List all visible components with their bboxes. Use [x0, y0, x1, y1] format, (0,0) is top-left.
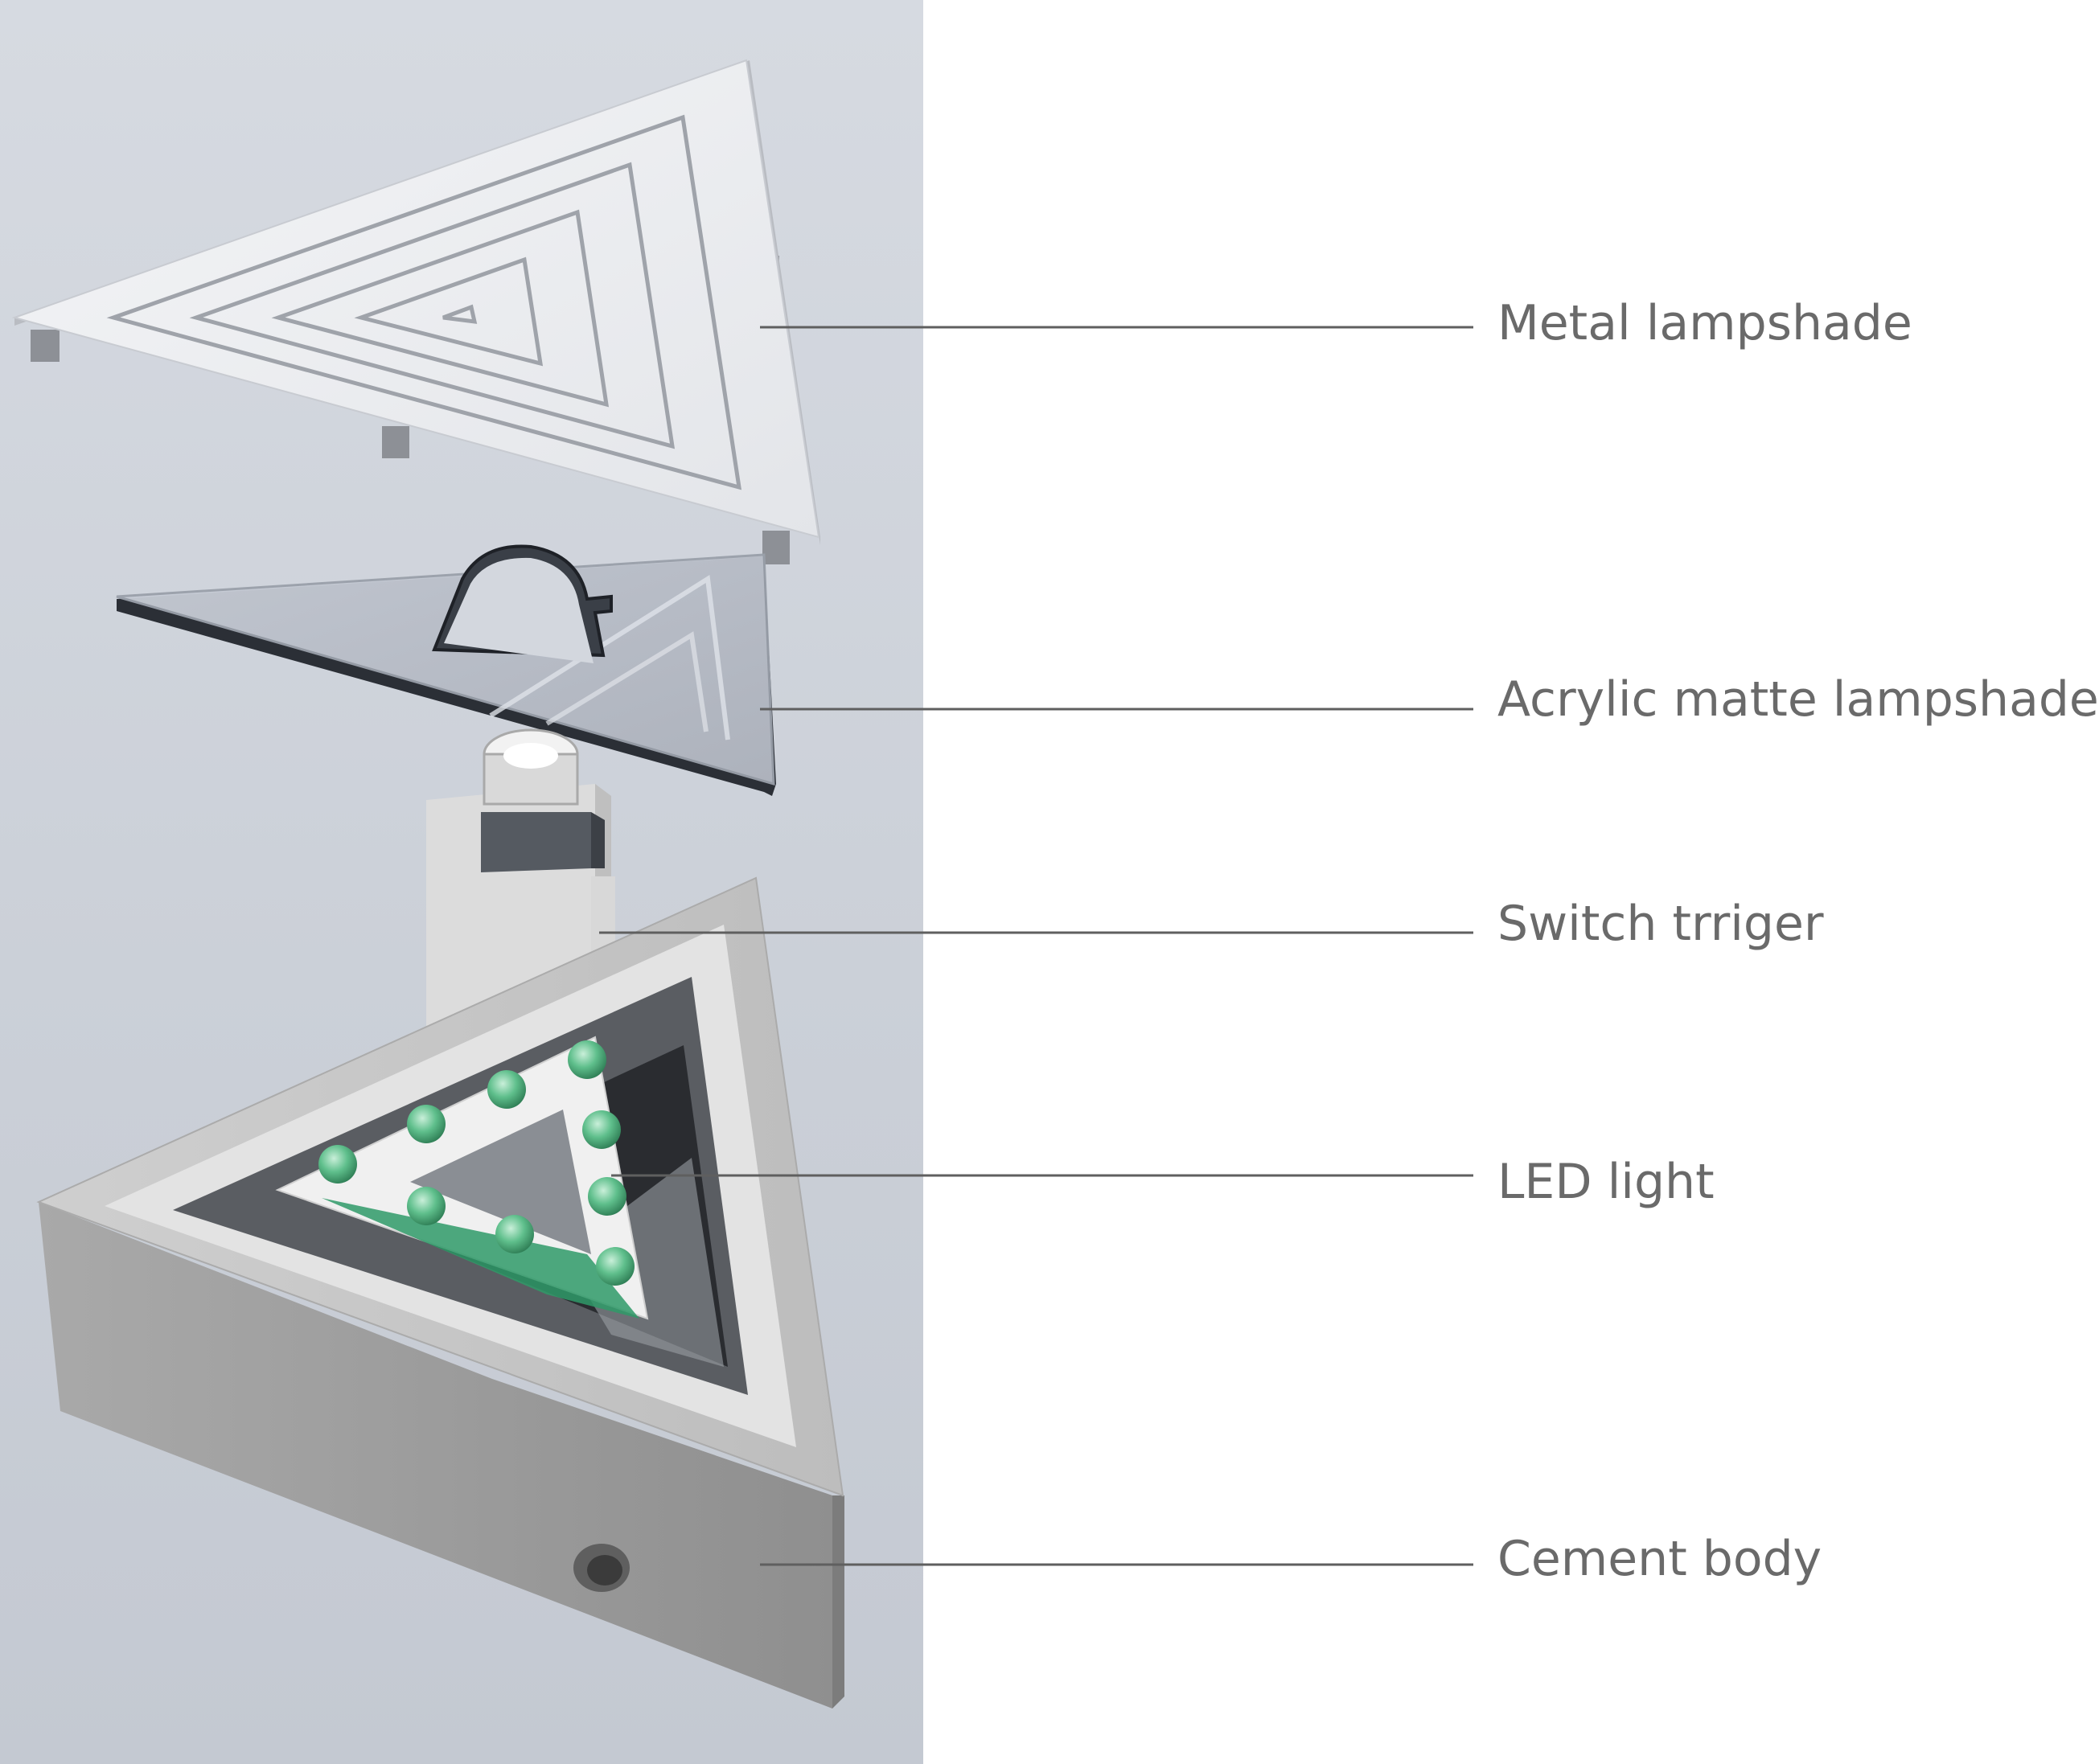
lampshade-tab: [31, 330, 60, 362]
switch-sensor-lens: [503, 743, 558, 769]
label-acrylic-matte-lampshade: Acrylic matte lampshade: [1497, 671, 2099, 728]
label-led-light: LED light: [1497, 1154, 1715, 1210]
switch-module: [481, 812, 591, 872]
label-switch-trigger: Switch trriger: [1497, 896, 1824, 952]
metal-lampshade-part: [14, 60, 820, 564]
lampshade-tab: [382, 426, 409, 458]
led-bulb: [487, 1070, 526, 1109]
led-bulb: [582, 1110, 621, 1149]
cement-wire-hole-inner: [587, 1555, 622, 1586]
led-bulb: [495, 1215, 534, 1253]
led-bulb: [596, 1247, 635, 1286]
led-bulb: [407, 1105, 446, 1143]
acrylic-lampshade-part: [117, 547, 776, 797]
lampshade-tab: [762, 531, 790, 564]
led-bulb: [407, 1187, 446, 1225]
acrylic-plate: [117, 555, 774, 784]
cement-side-face: [832, 1495, 844, 1709]
label-metal-lampshade: Metal lampshade: [1497, 295, 1912, 351]
led-bulb: [568, 1040, 606, 1079]
label-cement-body: Cement body: [1497, 1531, 1822, 1587]
switch-module-side: [591, 812, 605, 868]
led-bulb: [588, 1177, 626, 1216]
led-bulb: [318, 1145, 357, 1184]
